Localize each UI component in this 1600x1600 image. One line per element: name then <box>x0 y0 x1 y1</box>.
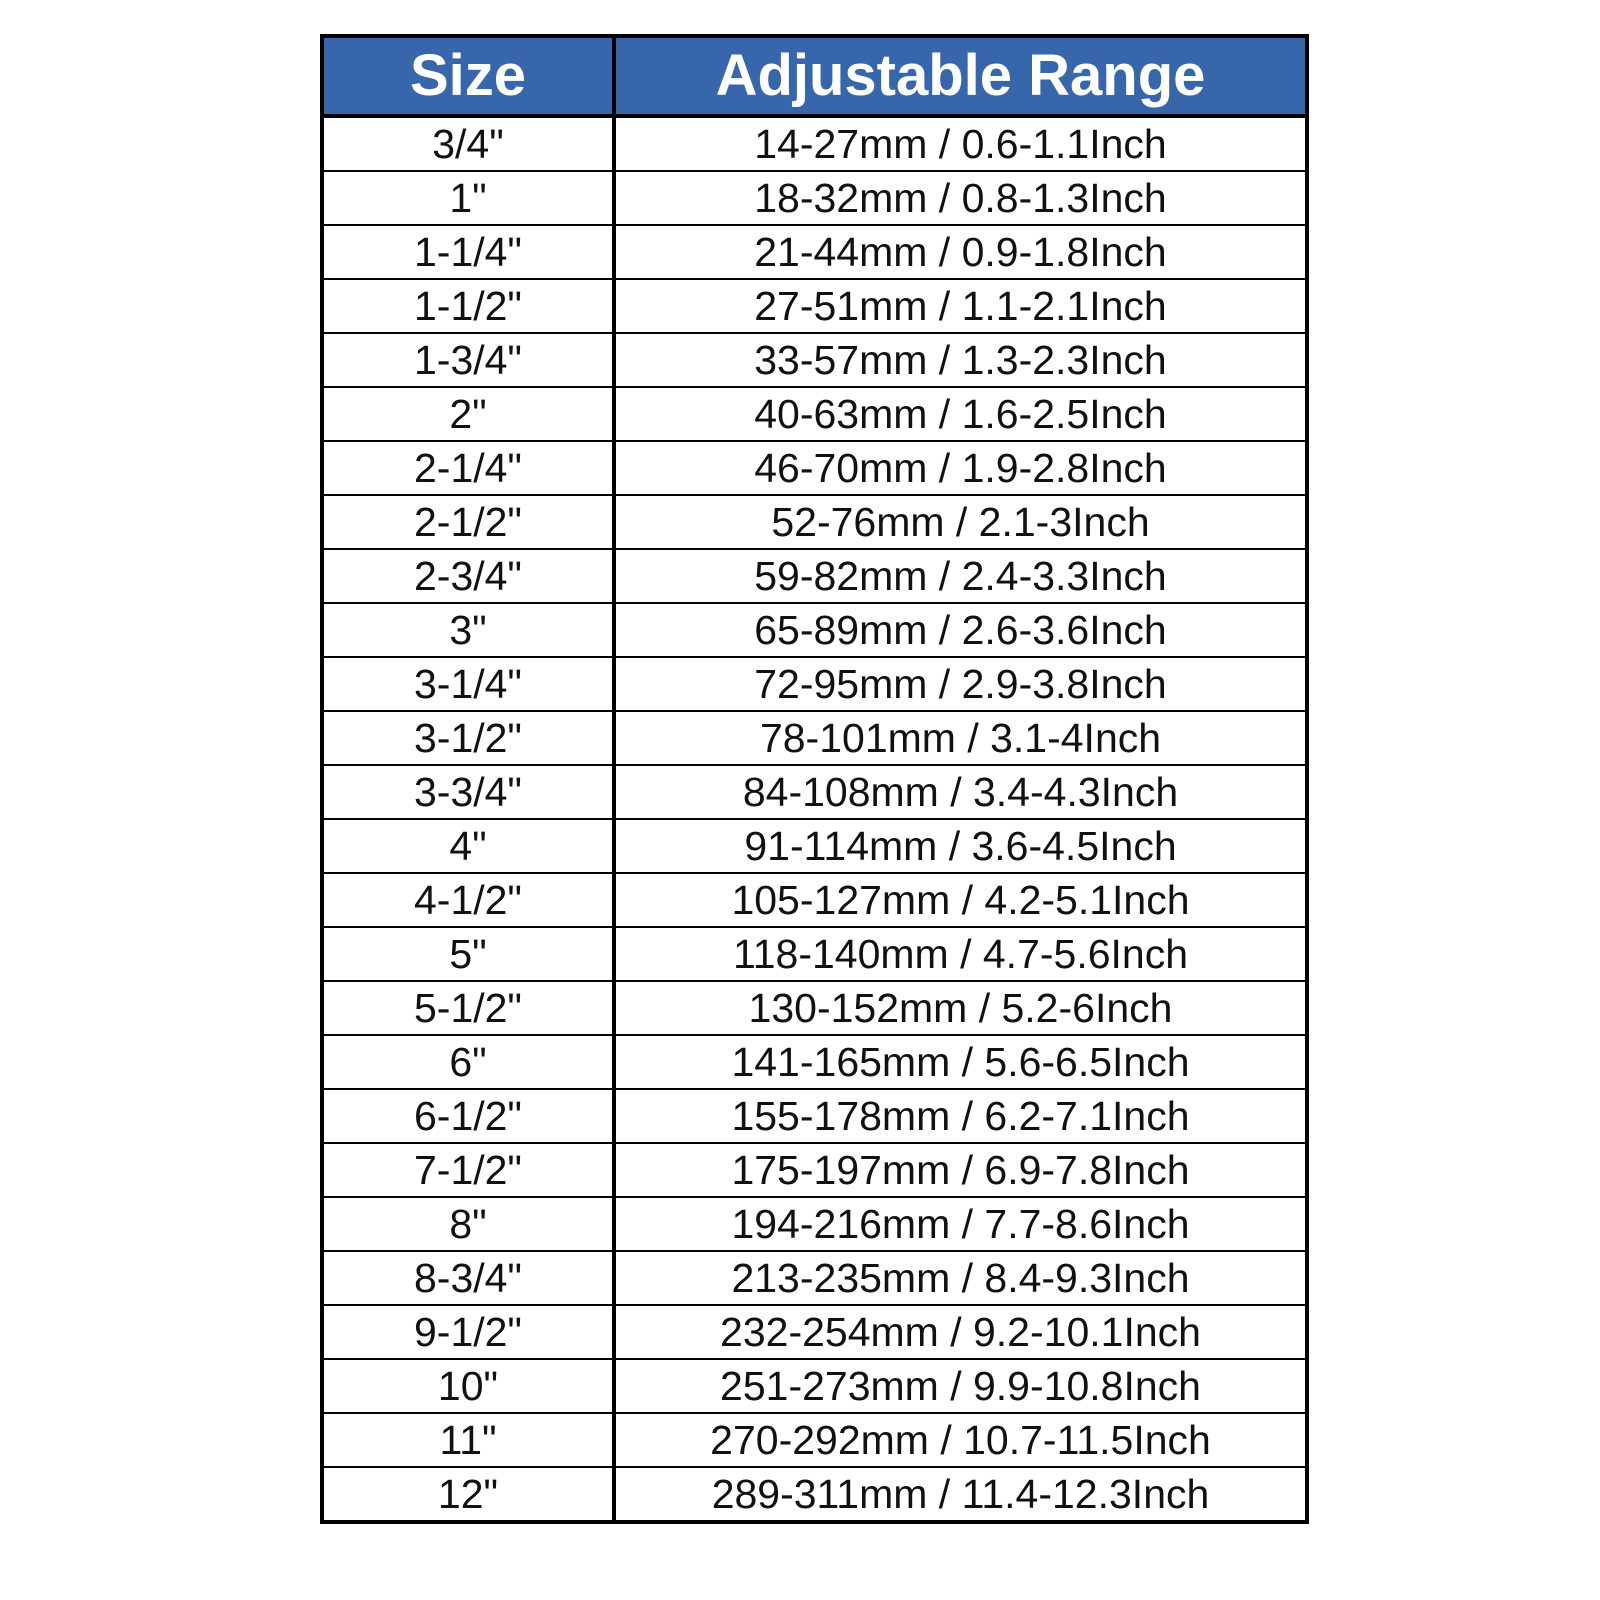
table-row <box>322 711 1307 765</box>
table-row <box>322 116 1307 171</box>
size-cell: 4-1/2" <box>322 873 614 927</box>
range-cell: 18-32mm / 0.8-1.3Inch <box>614 171 1307 225</box>
range-cell: 141-165mm / 5.6-6.5Inch <box>614 1035 1307 1089</box>
size-cell: 7-1/2" <box>322 1143 614 1197</box>
table-row <box>322 333 1307 387</box>
table-body <box>322 116 1307 1522</box>
table-row <box>322 981 1307 1035</box>
table-row <box>322 279 1307 333</box>
table-row <box>322 1197 1307 1251</box>
size-cell: 3-3/4" <box>322 765 614 819</box>
size-cell: 6-1/2" <box>322 1089 614 1143</box>
range-cell: 194-216mm / 7.7-8.6Inch <box>614 1197 1307 1251</box>
table-row <box>322 1467 1307 1522</box>
range-cell: 59-82mm / 2.4-3.3Inch <box>614 549 1307 603</box>
size-cell: 2-1/2" <box>322 495 614 549</box>
size-cell: 8" <box>322 1197 614 1251</box>
size-cell: 2-3/4" <box>322 549 614 603</box>
size-cell: 5-1/2" <box>322 981 614 1035</box>
table-row <box>322 873 1307 927</box>
range-cell: 52-76mm / 2.1-3Inch <box>614 495 1307 549</box>
range-cell: 91-114mm / 3.6-4.5Inch <box>614 819 1307 873</box>
table-row <box>322 657 1307 711</box>
table-row <box>322 927 1307 981</box>
range-cell: 65-89mm / 2.6-3.6Inch <box>614 603 1307 657</box>
size-cell: 3/4" <box>322 116 614 171</box>
table-row <box>322 495 1307 549</box>
range-cell: 105-127mm / 4.2-5.1Inch <box>614 873 1307 927</box>
range-cell: 27-51mm / 1.1-2.1Inch <box>614 279 1307 333</box>
size-cell: 2" <box>322 387 614 441</box>
range-cell: 289-311mm / 11.4-12.3Inch <box>614 1467 1307 1522</box>
size-cell: 10" <box>322 1359 614 1413</box>
table-row <box>322 1143 1307 1197</box>
size-cell: 1" <box>322 171 614 225</box>
range-cell: 14-27mm / 0.6-1.1Inch <box>614 116 1307 171</box>
size-cell: 3" <box>322 603 614 657</box>
range-cell: 78-101mm / 3.1-4Inch <box>614 711 1307 765</box>
size-cell: 2-1/4" <box>322 441 614 495</box>
table-row <box>322 1035 1307 1089</box>
table-row <box>322 1359 1307 1413</box>
table-row <box>322 1089 1307 1143</box>
size-cell: 3-1/4" <box>322 657 614 711</box>
range-cell: 84-108mm / 3.4-4.3Inch <box>614 765 1307 819</box>
size-cell: 6" <box>322 1035 614 1089</box>
range-cell: 270-292mm / 10.7-11.5Inch <box>614 1413 1307 1467</box>
table-row <box>322 819 1307 873</box>
size-chart-table <box>320 34 1309 1524</box>
table-row <box>322 603 1307 657</box>
table-row <box>322 225 1307 279</box>
size-cell: 12" <box>322 1467 614 1522</box>
range-cell: 40-63mm / 1.6-2.5Inch <box>614 387 1307 441</box>
table-row <box>322 1251 1307 1305</box>
size-cell: 11" <box>322 1413 614 1467</box>
size-cell: 1-3/4" <box>322 333 614 387</box>
size-cell: 9-1/2" <box>322 1305 614 1359</box>
size-cell: 3-1/2" <box>322 711 614 765</box>
table-header <box>322 36 1307 116</box>
range-cell: 21-44mm / 0.9-1.8Inch <box>614 225 1307 279</box>
size-cell: 1-1/4" <box>322 225 614 279</box>
table-row <box>322 1413 1307 1467</box>
header-adjustable-range: Adjustable Range <box>614 36 1307 116</box>
table-row <box>322 171 1307 225</box>
size-cell: 4" <box>322 819 614 873</box>
range-cell: 251-273mm / 9.9-10.8Inch <box>614 1359 1307 1413</box>
header-row <box>322 36 1307 116</box>
table-row <box>322 765 1307 819</box>
range-cell: 72-95mm / 2.9-3.8Inch <box>614 657 1307 711</box>
range-cell: 46-70mm / 1.9-2.8Inch <box>614 441 1307 495</box>
range-cell: 33-57mm / 1.3-2.3Inch <box>614 333 1307 387</box>
range-cell: 175-197mm / 6.9-7.8Inch <box>614 1143 1307 1197</box>
range-cell: 130-152mm / 5.2-6Inch <box>614 981 1307 1035</box>
table-row <box>322 387 1307 441</box>
range-cell: 118-140mm / 4.7-5.6Inch <box>614 927 1307 981</box>
table-row <box>322 1305 1307 1359</box>
range-cell: 155-178mm / 6.2-7.1Inch <box>614 1089 1307 1143</box>
header-size: Size <box>322 36 614 116</box>
table-row <box>322 441 1307 495</box>
size-cell: 1-1/2" <box>322 279 614 333</box>
size-cell: 5" <box>322 927 614 981</box>
range-cell: 232-254mm / 9.2-10.1Inch <box>614 1305 1307 1359</box>
table-row <box>322 549 1307 603</box>
range-cell: 213-235mm / 8.4-9.3Inch <box>614 1251 1307 1305</box>
size-cell: 8-3/4" <box>322 1251 614 1305</box>
